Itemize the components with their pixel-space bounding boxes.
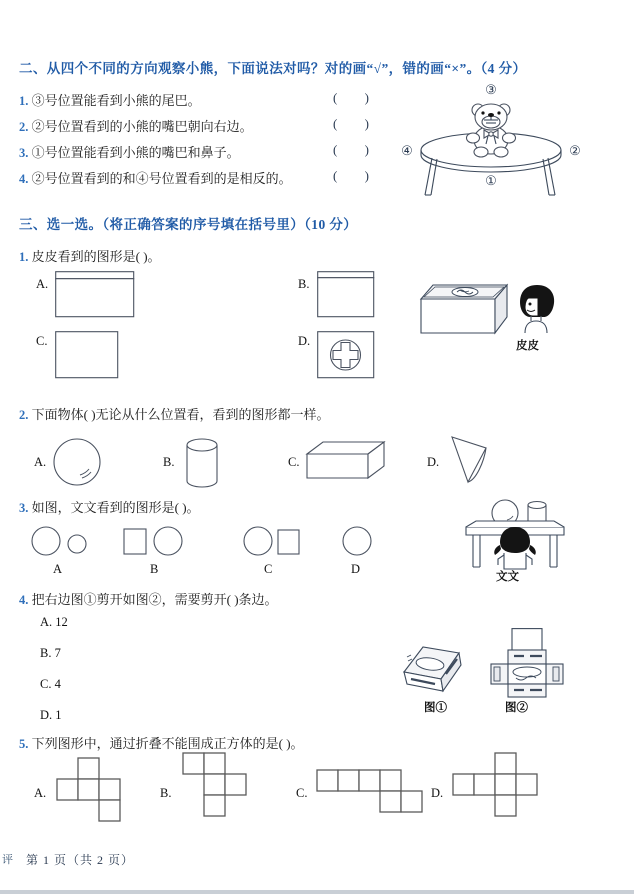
section-3-heading: 三、选一选。（将正确答案的序号填在括号里）（10 分） (19, 217, 358, 232)
section3-q1-option-d-label[interactable]: D. (298, 334, 311, 348)
option-plain-square[interactable] (55, 331, 119, 379)
option-single-circle[interactable] (340, 525, 374, 557)
shape-cuboid[interactable] (306, 440, 386, 484)
svg-text:④: ④ (401, 143, 413, 158)
net-c-diagram[interactable] (316, 769, 426, 819)
section3-q3-option-a-label[interactable]: A (53, 562, 63, 576)
svg-text:①: ① (485, 173, 497, 188)
section2-answer-box-1[interactable]: ( ) (333, 90, 381, 105)
option-big-circle-small-circle[interactable] (30, 525, 92, 557)
top-rule (0, 0, 634, 3)
section3-q4-option-c[interactable] (40, 677, 61, 692)
section3-q3-text[interactable]: 如图，文文看到的图形是( )。 (31, 500, 200, 515)
section3-q4-option-a-key: A. (40, 615, 53, 629)
section2-question-1 (19, 90, 201, 109)
net-b-diagram[interactable] (182, 752, 262, 828)
section3-q5-option-a-label[interactable]: A. (34, 786, 47, 800)
figure-1-tissue-box (401, 639, 467, 695)
section2-question-4-number: 4. (19, 172, 29, 186)
section3-q4-option-c-value: 4 (54, 677, 61, 691)
section3-q4-option-d-key: D. (40, 708, 53, 722)
section3-q2-option-d-label[interactable]: D. (427, 455, 440, 469)
option-square-then-circle[interactable] (123, 525, 185, 557)
section2-question-3-number: 3. (19, 146, 29, 160)
bottom-rule (0, 890, 634, 894)
section3-q5-option-d-label[interactable]: D. (431, 786, 444, 800)
section3-q4-option-b-key: B. (40, 646, 52, 660)
option-circle-then-square[interactable] (242, 525, 304, 557)
wenwen-caption: 文文 (496, 571, 519, 583)
section3-q4-text[interactable]: 把右边图①剪开如图②，需要剪开( )条边。 (31, 592, 278, 607)
section3-q4-option-b-value: 7 (54, 646, 61, 660)
section3-q1 (19, 246, 161, 265)
section3-q2-option-c-label[interactable]: C. (288, 455, 300, 469)
section3-q1-number: 1. (19, 250, 29, 264)
section2-question-1-text: ③号位置能看到小熊的尾巴。 (31, 93, 201, 108)
svg-text:③: ③ (485, 82, 497, 97)
section2-question-1-number: 1. (19, 94, 29, 108)
section2-question-4 (19, 168, 292, 187)
section3-q5-option-b-label[interactable]: B. (160, 786, 172, 800)
svg-text:②: ② (569, 143, 581, 158)
section2-question-3 (19, 142, 240, 161)
option-square-with-top-strip[interactable] (317, 271, 375, 319)
net-a-diagram[interactable] (56, 757, 136, 827)
section3-q4-option-d[interactable] (40, 708, 62, 723)
section3-q4-option-d-value: 1 (55, 708, 62, 722)
section3-q1-option-b-label[interactable]: B. (298, 277, 310, 291)
figure-2-caption: 图② (505, 702, 528, 714)
section3-q4-number: 4. (19, 593, 29, 607)
shape-sphere[interactable] (52, 437, 102, 487)
section2-question-2-number: 2. (19, 120, 29, 134)
section3-q5-text[interactable]: 下列图形中，通过折叠不能围成正方体的是( )。 (31, 736, 304, 751)
section3-q3-option-c-label[interactable]: C (264, 562, 273, 576)
section3-q3-option-d-label[interactable]: D (351, 562, 361, 576)
section3-q2 (19, 404, 330, 423)
girl-at-table-figure (460, 497, 570, 571)
section3-q4-option-c-key: C. (40, 677, 52, 691)
section3-q3-number: 3. (19, 501, 29, 515)
section2-answer-box-2[interactable]: ( ) (333, 116, 381, 131)
section3-q5-number: 5. (19, 737, 29, 751)
pipi-caption: 皮皮 (516, 340, 539, 352)
shape-cone[interactable] (446, 434, 492, 486)
section3-q4-option-b[interactable] (40, 646, 61, 661)
section3-q4 (19, 589, 278, 608)
section2-answer-box-3[interactable]: ( ) (333, 142, 381, 157)
figure-2-unfolded-net (490, 628, 564, 698)
option-rectangle-with-top-strip[interactable] (55, 271, 135, 319)
section2-question-2 (19, 116, 253, 135)
tissue-box-figure (419, 275, 511, 341)
section3-q2-text[interactable]: 下面物体( )无论从什么位置看，看到的图形都一样。 (31, 407, 330, 422)
net-d-diagram[interactable] (452, 752, 544, 822)
section3-q4-option-a-value: 12 (55, 615, 68, 629)
boy-pipi-figure (517, 283, 557, 335)
section2-question-2-text: ②号位置看到的小熊的嘴巴朝向右边。 (31, 119, 253, 134)
section3-q5-option-c-label[interactable]: C. (296, 786, 308, 800)
section3-q1-option-a-label[interactable]: A. (36, 277, 49, 291)
section3-q2-option-b-label[interactable]: B. (163, 455, 175, 469)
shape-cylinder[interactable] (182, 437, 222, 489)
figure-1-caption: 图① (424, 702, 447, 714)
section-2-heading: 二、从四个不同的方向观察小熊，下面说法对吗？对的画“√”，错的画“×”。（4 分） (19, 61, 527, 76)
page-footer: 第 1 页（共 2 页） (26, 853, 135, 867)
section2-question-3-text: ①号位置能看到小熊的嘴巴和鼻子。 (31, 145, 240, 160)
section3-q3 (19, 497, 200, 516)
section3-q1-text[interactable]: 皮皮看到的图形是( )。 (31, 249, 161, 264)
section3-q4-option-a[interactable] (40, 615, 68, 630)
section3-q3-option-b-label[interactable]: B (150, 562, 159, 576)
option-square-with-cross-in-circle[interactable] (317, 331, 375, 379)
section3-q2-option-a-label[interactable]: A. (34, 455, 47, 469)
section2-answer-box-4[interactable]: ( ) (333, 168, 381, 183)
margin-grading-mark: 评 (2, 854, 13, 866)
section2-question-4-text: ②号位置看到的和④号位置看到的是相反的。 (31, 171, 292, 186)
section3-q1-option-c-label[interactable]: C. (36, 334, 48, 348)
bear-on-table-figure (398, 82, 584, 200)
section3-q5 (19, 733, 304, 752)
section3-q2-number: 2. (19, 408, 29, 422)
